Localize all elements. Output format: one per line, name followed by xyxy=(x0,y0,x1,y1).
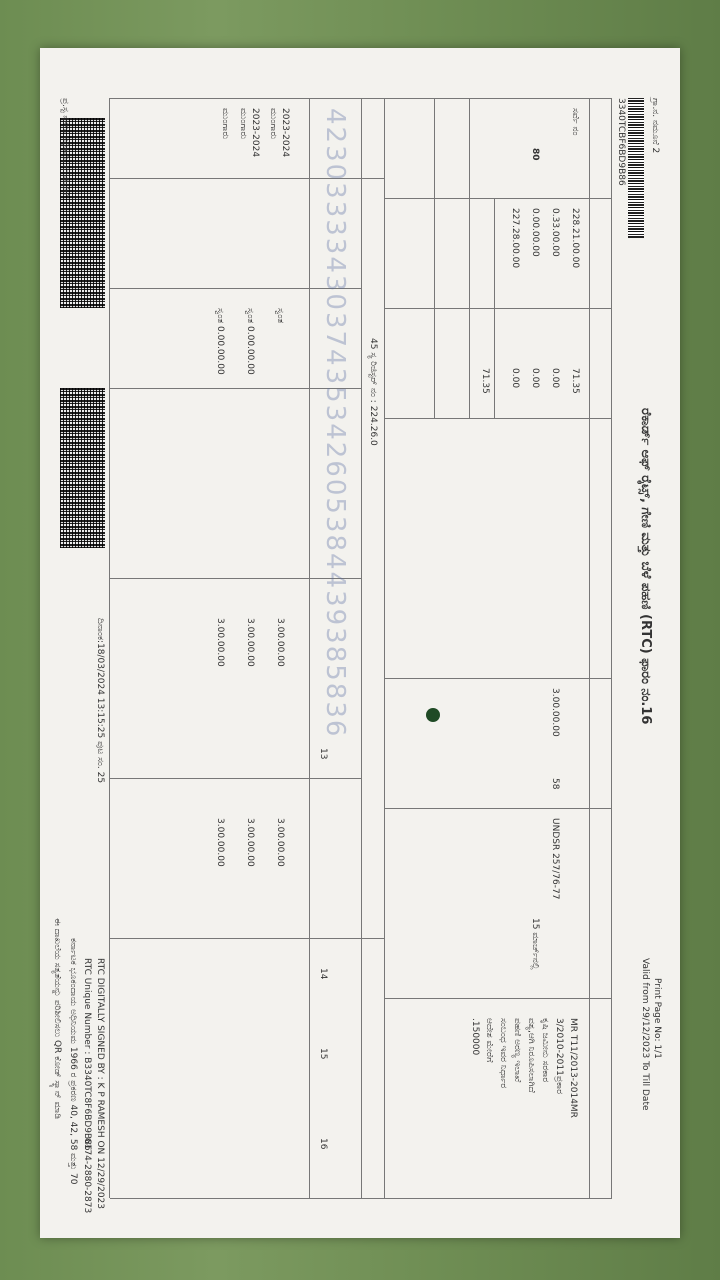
validity-period: Valid from 29/12/2023 To Till Date xyxy=(640,958,650,1111)
rtc-document-sheet xyxy=(40,48,680,1238)
barcode-text: 3340TCBF6BD9B86 xyxy=(616,98,626,186)
crop-row-3-area2: 3.00.00.00 xyxy=(215,818,225,867)
footer-note: ಈ ದಾಖಲೆಯ ಸತ್ಯತೆಯನ್ನು ಪರಿಶೀಲಿಸಲು QR ಕೋಡ್ ಸ್ಕ್ಯಾನ್ ಮಾಡಿ xyxy=(52,918,62,1119)
digital-signature: RTC DIGITALLY SIGNED BY : K P RAMESH ON 12/29/2023 xyxy=(95,958,105,1209)
print-date: ದಿನಾಂಕ:18/03/2024 13:15:25 ಪುಟ ಸಂ. 25 xyxy=(95,618,105,784)
col-divider-3 xyxy=(385,418,612,419)
form-number: ಗ್ರಾ.ನ. ನಮೂನೆ 2 xyxy=(650,98,660,154)
survey-number-label: ಸರ್ವೆ ನಂ xyxy=(570,108,580,136)
mr-note-8: .150000 xyxy=(470,1018,480,1056)
col-number-13: 13 xyxy=(318,748,328,760)
binder-hole xyxy=(426,708,440,722)
print-page-number: Print Page No: 1/1 xyxy=(652,978,662,1059)
mr-note-3: ಕೃಷಿ ಜಮೀನು ಸರಕಾರ xyxy=(540,1018,550,1083)
law-reference: ಕರ್ನಾಟಕ ಭೂಕಂದಾಯ ಅಧಿನಿಯಮ 1966 ರ ಪ್ರಕರಣ 40, 42, 58 ಮತ್ತು 70 xyxy=(68,938,78,1185)
left-footer: ಪ್ರ.ಸ್ಟ ನಕಲು ಅಧಿಕಾರಿ, ಗುಂಡಿಬೆಲೆ xyxy=(60,98,70,196)
col-divider-6 xyxy=(385,998,612,999)
table-top-border xyxy=(611,98,612,1198)
document-title: ರೆಕಾರ್ಡ್ ಆಫ್ ರೈಟ್ಸ್, ಗೇಣಿ ಮತ್ತು ಬೆಳೆ ಪಹಣಿ (RTC) ಫಾರಂ ನಂ.16 xyxy=(638,408,653,725)
crop-row-1-season: ಮುಂಗಾರು xyxy=(268,108,278,140)
table-right-border xyxy=(110,1198,612,1199)
irrigation-register: 45 ಸ್ಯ ರಿಜಿಸ್ಟರ್ ನಂ : 224.26.0 xyxy=(368,338,378,446)
udsr-column: 58 xyxy=(550,778,560,790)
crop-row-3-crop: ಸ್ವಂತ 0.00.00.00 xyxy=(215,308,225,375)
extent-part-3: 0.00 xyxy=(530,368,540,389)
acre-value-1: 228.21.00.00 xyxy=(570,208,580,269)
phone-number: 6174-2880-2873 xyxy=(82,1138,92,1214)
crop-row-1-area: 3.00.00.00 xyxy=(275,618,285,667)
crop-row-3-year: ಮುಂಗಾರು xyxy=(220,108,230,140)
extent-sum: 71.35 xyxy=(480,368,490,394)
table-bottom-border xyxy=(109,98,110,1198)
extent-part-2: 0.00 xyxy=(550,368,560,389)
mr-note-1: MR T11/2013-2014MR xyxy=(568,1018,578,1118)
crop-row-2-area2: 3.00.00.00 xyxy=(245,818,255,867)
crop-row-2-season: ಮುಂಗಾರು xyxy=(238,108,248,140)
col-divider-4 xyxy=(385,678,612,679)
lower-header-line xyxy=(361,98,362,1198)
extent-part-4: 0.00 xyxy=(510,368,520,389)
acre-value-2: 0.33.00.00 xyxy=(550,208,560,257)
crop-row-3-area: 3.00.00.00 xyxy=(215,618,225,667)
crop-row-1-year: 2023-2024 xyxy=(280,108,290,158)
extent-sum-line xyxy=(494,198,495,418)
lower-divider-5 xyxy=(110,778,362,779)
mr-note-7: ಆದೇಶ ಮೇರೆಗೆ xyxy=(484,1018,494,1063)
mr-note-4: ವಶ್ಯ,ಆಗಿ ನಿರೂಪಿಸಲಾಗಿದೆ xyxy=(526,1018,536,1093)
udsr-extent: 3.00.00.00 xyxy=(550,688,560,737)
extent-part-1: 71.35 xyxy=(570,368,580,394)
crop-row-2-area: 3.00.00.00 xyxy=(245,618,255,667)
sub-row-line xyxy=(469,98,470,418)
lower-subheader-line xyxy=(309,98,310,1198)
crop-row-1-crop: ಸ್ವಂತ xyxy=(275,308,285,324)
col-number-15: 15 xyxy=(318,1048,328,1060)
udsr-record: UNDSR 257/76-77 xyxy=(550,818,560,900)
qr-code-middle xyxy=(60,388,105,548)
col-number-16: 16 xyxy=(318,1138,328,1150)
rotated-document-content xyxy=(50,58,670,1238)
rtc-unique-number: RTC Unique Number : B3340TC8F6BD9B86 xyxy=(82,958,92,1151)
watermark-number: 4230333343037435342605384439385836 xyxy=(320,108,350,739)
row-80: 80 xyxy=(530,148,540,161)
col-divider-2 xyxy=(385,308,612,309)
col-number-14: 14 xyxy=(318,968,328,980)
sub-row-line-2 xyxy=(434,98,435,418)
mr-note-6: ಸಂಬಂಧ ಇವರ ನಿರ್ಧಾರ xyxy=(498,1018,508,1089)
crop-row-1-area2: 3.00.00.00 xyxy=(275,818,285,867)
col-divider-5 xyxy=(385,808,612,809)
mr-note-5: ಪಹಣಿ ಅರಣ್ಯ ಇಲಾಖೆ xyxy=(512,1018,522,1083)
header-row-line xyxy=(589,98,590,1198)
acre-value-4: 227.28.00.00 xyxy=(510,208,520,269)
acre-value-3: 0.00.00.00 xyxy=(530,208,540,257)
lower-divider-6 xyxy=(110,938,385,939)
col-divider-1 xyxy=(385,198,612,199)
top-barcode xyxy=(628,98,644,238)
table-mid-border xyxy=(384,98,385,1198)
crop-row-2-crop: ಸ್ವಂತ 0.00.00.00 xyxy=(245,308,255,375)
udsr-note: 15 ಮಾರ್ಚ್‌ನಲ್ಲಿ xyxy=(530,918,540,970)
crop-row-2-year: 2023-2024 xyxy=(250,108,260,158)
mr-note-2: 3/2010-2011ಪ್ರಕಾರ xyxy=(554,1018,564,1094)
